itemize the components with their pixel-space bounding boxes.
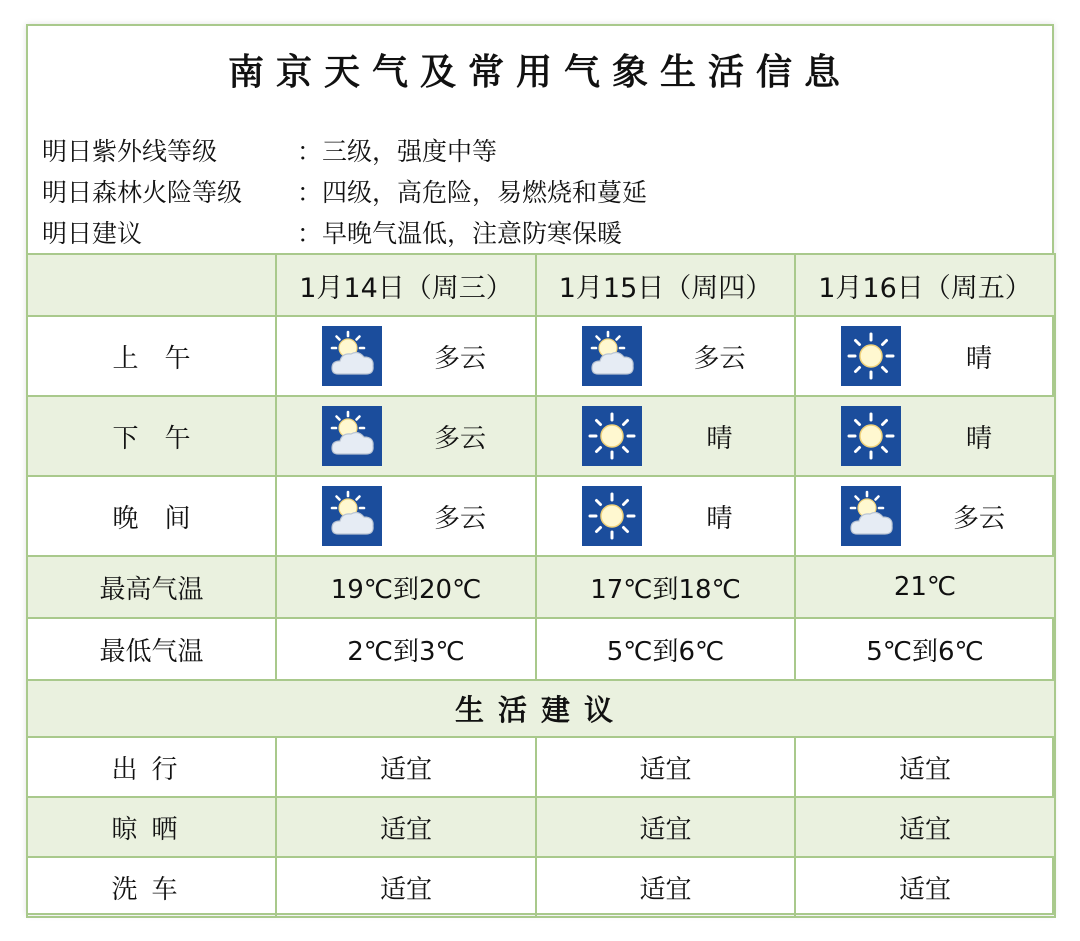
weather-cell	[795, 396, 1055, 476]
forecast-table	[26, 253, 1056, 918]
table-row-drying	[27, 797, 1055, 857]
info-row-advice	[42, 213, 647, 254]
life-section-header	[27, 680, 1055, 737]
weather-text: 晴	[706, 423, 733, 454]
info-row-fire	[42, 172, 647, 213]
advice-cell: 适宜	[276, 737, 536, 797]
advice-cell: 适宜	[795, 857, 1055, 917]
info-colon: ：	[297, 178, 323, 207]
temp-cell: 21℃	[795, 556, 1055, 618]
table-row-afternoon	[27, 396, 1055, 476]
info-label: 明日紫外线等级	[42, 137, 218, 166]
table-header-row	[27, 254, 1055, 316]
partly-cloudy-icon	[322, 406, 382, 466]
page-title: 南京天气及常用气象生活信息	[227, 51, 852, 93]
partly-cloudy-icon	[582, 326, 642, 386]
day-header: 1月16日（周五）	[795, 254, 1055, 316]
partly-cloudy-icon	[841, 486, 901, 546]
info-value: 早晚气温低，注意防寒保暖	[322, 219, 623, 248]
table-row-travel	[27, 737, 1055, 797]
row-label: 上 午	[27, 316, 276, 396]
weather-text: 晴	[706, 503, 733, 534]
weather-cell	[795, 316, 1055, 396]
table-row-min-temp	[27, 618, 1055, 680]
row-label: 晾晒	[27, 797, 276, 857]
partly-cloudy-icon	[322, 486, 382, 546]
info-label: 明日建议	[42, 219, 143, 248]
sunny-icon	[841, 326, 901, 386]
info-value: 三级，强度中等	[322, 137, 498, 166]
temp-cell: 5℃到6℃	[536, 618, 795, 680]
row-label: 最高气温	[27, 556, 276, 618]
temp-cell: 17℃到18℃	[536, 556, 795, 618]
section-title: 生活建议	[27, 680, 1055, 737]
info-label: 明日森林火险等级	[42, 178, 243, 207]
advice-cell: 适宜	[536, 857, 795, 917]
sunny-icon	[582, 406, 642, 466]
row-label: 洗车	[27, 857, 276, 917]
weather-text: 晴	[965, 343, 992, 374]
weather-cell	[536, 396, 795, 476]
advice-cell: 适宜	[795, 737, 1055, 797]
weather-cell	[276, 396, 536, 476]
table-row-morning	[27, 316, 1055, 396]
info-colon: ：	[297, 137, 323, 166]
day-header: 1月14日（周三）	[276, 254, 536, 316]
weather-text: 多云	[693, 343, 746, 374]
weather-cell	[536, 316, 795, 396]
table-row-max-temp	[27, 556, 1055, 618]
row-label: 最低气温	[27, 618, 276, 680]
row-label: 晚 间	[27, 476, 276, 556]
weather-cell	[276, 476, 536, 556]
weather-cell	[536, 476, 795, 556]
temp-cell: 2℃到3℃	[276, 618, 536, 680]
info-colon: ：	[297, 219, 323, 248]
weather-card	[26, 24, 1054, 915]
corner-cell	[27, 254, 276, 316]
sunny-icon	[841, 406, 901, 466]
advice-cell: 适宜	[276, 797, 536, 857]
advice-cell: 适宜	[276, 857, 536, 917]
partly-cloudy-icon	[322, 326, 382, 386]
advice-cell: 适宜	[536, 737, 795, 797]
table-row-carwash	[27, 857, 1055, 917]
row-label: 出行	[27, 737, 276, 797]
table-row-evening	[27, 476, 1055, 556]
info-row-uv	[42, 131, 647, 172]
weather-cell	[276, 316, 536, 396]
weather-text: 多云	[433, 503, 486, 534]
temp-cell: 19℃到20℃	[276, 556, 536, 618]
weather-text: 晴	[965, 423, 992, 454]
weather-text: 多云	[952, 503, 1005, 534]
weather-text: 多云	[433, 423, 486, 454]
sunny-icon	[582, 486, 642, 546]
info-block	[42, 131, 647, 254]
weather-cell	[795, 476, 1055, 556]
advice-cell: 适宜	[536, 797, 795, 857]
row-label: 下 午	[27, 396, 276, 476]
advice-cell: 适宜	[795, 797, 1055, 857]
day-header: 1月15日（周四）	[536, 254, 795, 316]
weather-text: 多云	[433, 343, 486, 374]
temp-cell: 5℃到6℃	[795, 618, 1055, 680]
info-value: 四级，高危险，易燃烧和蔓延	[322, 178, 648, 207]
